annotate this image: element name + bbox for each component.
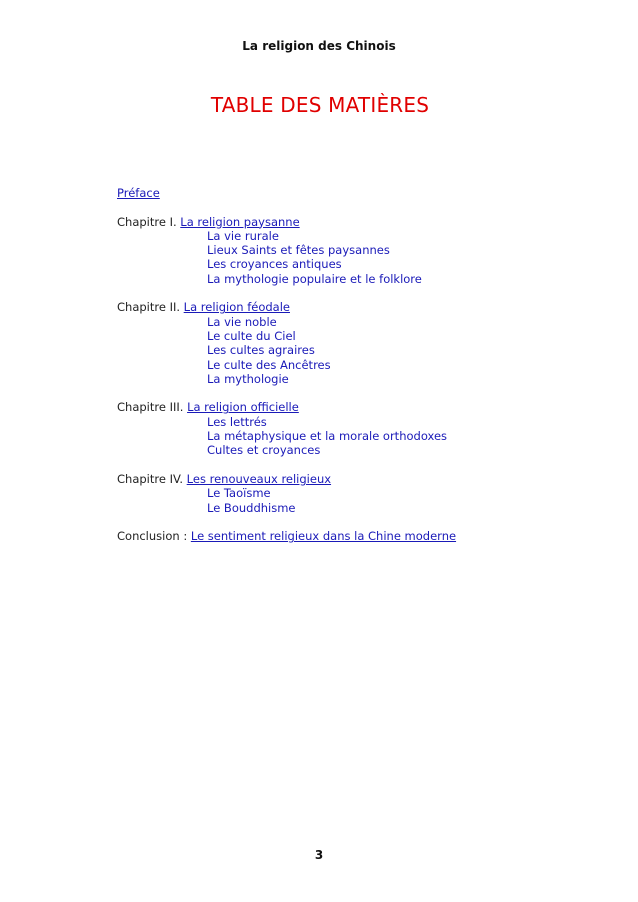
toc-chapter-2 (117, 300, 597, 386)
chapter-label: Chapitre II. (117, 300, 184, 315)
section-link[interactable]: La vie rurale (207, 228, 279, 243)
chapter-link[interactable]: La religion paysanne (180, 214, 300, 229)
section-link[interactable]: Les croyances antiques (207, 257, 342, 272)
running-header: La religion des Chinois (242, 39, 396, 53)
chapter-label: Chapitre I. (117, 214, 181, 229)
table-of-contents (117, 186, 597, 558)
section-link[interactable]: Lieux Saints et fêtes paysannes (207, 243, 390, 258)
section-link[interactable]: Le culte des Ancêtres (207, 357, 331, 372)
chapter-label: Chapitre IV. (117, 471, 187, 486)
page-title-text: TABLE DES MATIÈRES (210, 93, 430, 117)
chapter-line (117, 300, 597, 314)
conclusion-label: Conclusion : (117, 529, 191, 544)
section-link[interactable]: La métaphysique et la morale orthodoxes (207, 429, 448, 444)
chapter-line (117, 400, 597, 414)
page-title (0, 93, 638, 117)
page-number: 3 (314, 848, 324, 862)
chapter-link[interactable]: La religion féodale (183, 300, 290, 315)
toc-chapter-4 (117, 472, 597, 515)
chapter-label: Chapitre III. (117, 400, 188, 415)
section-link[interactable]: Les lettrés (207, 414, 267, 429)
section-link[interactable]: Le Bouddhisme (207, 500, 296, 515)
section-link[interactable]: La mythologie populaire et le folklore (207, 271, 422, 286)
conclusion-line (117, 529, 597, 543)
toc-chapter-1 (117, 215, 597, 286)
chapter-link[interactable]: La religion officielle (187, 400, 299, 415)
toc-preface (117, 186, 597, 200)
section-link[interactable]: Cultes et croyances (207, 443, 321, 458)
chapter-line (117, 472, 597, 486)
toc-chapter-3 (117, 400, 597, 457)
section-link[interactable]: Le culte du Ciel (207, 328, 296, 343)
section-link[interactable]: Les cultes agraires (207, 343, 315, 358)
section-link[interactable]: Le Taoïsme (207, 486, 271, 501)
preface-link[interactable]: Préface (117, 186, 160, 200)
chapter-line (117, 215, 597, 229)
toc-conclusion (117, 529, 597, 543)
section-link[interactable]: La vie noble (207, 314, 277, 329)
section-link[interactable]: La mythologie (207, 371, 289, 386)
conclusion-link[interactable]: Le sentiment religieux dans la Chine moderne (190, 529, 457, 544)
chapter-link[interactable]: Les renouveaux religieux (186, 471, 332, 486)
